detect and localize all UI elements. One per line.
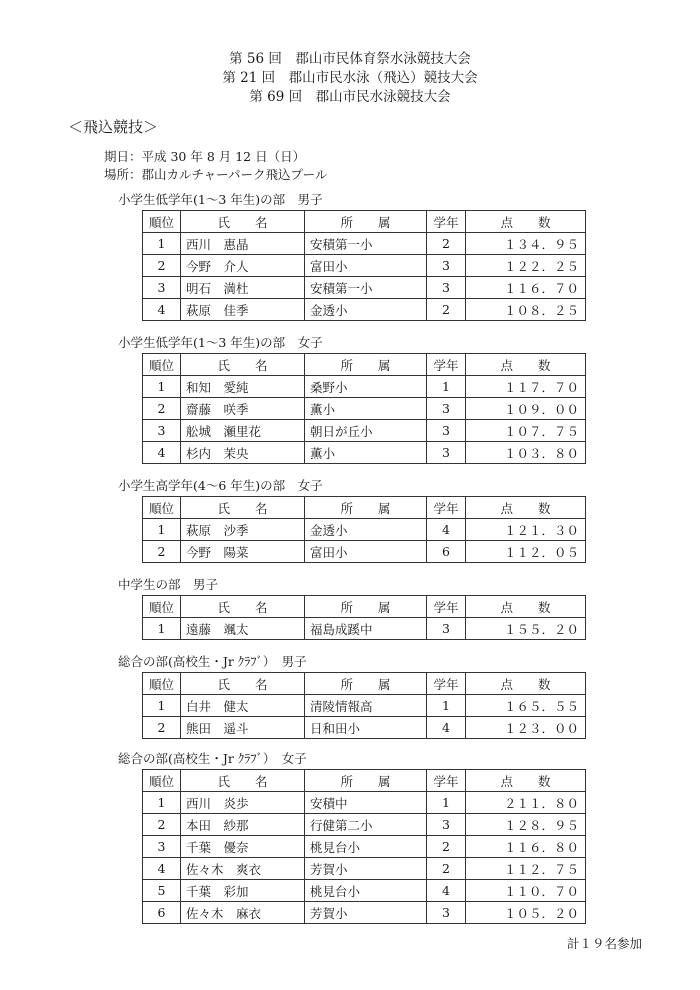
cell-score: １２３．００ — [466, 717, 586, 739]
cell-rank: 2 — [143, 814, 181, 836]
header-affiliation: 所 属 — [305, 211, 427, 233]
event-meta — [104, 148, 327, 184]
section-title: 総合の部(高校生・Jr ｸﾗﾌﾞ） 女子 — [118, 751, 307, 766]
table-row — [143, 717, 586, 739]
section-title: 小学生高学年(4～6 年生)の部 女子 — [118, 478, 323, 493]
cell-name: 白井 健太 — [181, 695, 305, 717]
cell-score: １０５．２０ — [466, 902, 586, 924]
cell-rank: 3 — [143, 836, 181, 858]
table-row — [143, 398, 586, 420]
event-heading: ＜飛込競技＞ — [68, 118, 159, 136]
header-grade: 学年 — [427, 354, 466, 376]
cell-affiliation: 芳賀小 — [305, 902, 427, 924]
results-table — [142, 353, 586, 464]
cell-name: 杉内 茉央 — [181, 442, 305, 464]
table-header-row — [143, 497, 586, 519]
cell-grade: 1 — [427, 792, 466, 814]
cell-affiliation: 行健第二小 — [305, 814, 427, 836]
cell-score: １０８．２５ — [466, 299, 586, 321]
cell-name: 遠藤 颯太 — [181, 618, 305, 640]
header-score: 点 数 — [466, 673, 586, 695]
header-score: 点 数 — [466, 596, 586, 618]
cell-rank: 2 — [143, 255, 181, 277]
cell-rank: 4 — [143, 442, 181, 464]
header-grade: 学年 — [427, 497, 466, 519]
header-name: 氏 名 — [181, 354, 305, 376]
cell-grade: 2 — [427, 233, 466, 255]
cell-score: １０７．７５ — [466, 420, 586, 442]
table-row — [143, 880, 586, 902]
header-rank: 順位 — [143, 770, 181, 792]
table-row — [143, 541, 586, 563]
cell-grade: 1 — [427, 376, 466, 398]
cell-name: 今野 介人 — [181, 255, 305, 277]
results-section — [118, 749, 579, 921]
cell-affiliation: 薫小 — [305, 398, 427, 420]
cell-name: 和知 愛純 — [181, 376, 305, 398]
table-row — [143, 792, 586, 814]
table-header-row — [143, 211, 586, 233]
cell-name: 西川 惠晶 — [181, 233, 305, 255]
header-name: 氏 名 — [181, 596, 305, 618]
cell-name: 熊田 遥斗 — [181, 717, 305, 739]
title-line-1: 第 56 回 郡山市民体育祭水泳競技大会 — [229, 51, 471, 67]
cell-score: １２１．３０ — [466, 519, 586, 541]
table-row — [143, 255, 586, 277]
title-line-3: 第 69 回 郡山市民水泳競技大会 — [249, 89, 451, 105]
cell-grade: 3 — [427, 618, 466, 640]
cell-affiliation: 芳賀小 — [305, 858, 427, 880]
cell-affiliation: 朝日が丘小 — [305, 420, 427, 442]
cell-rank: 2 — [143, 717, 181, 739]
cell-name: 明石 満杜 — [181, 277, 305, 299]
cell-affiliation: 金透小 — [305, 519, 427, 541]
cell-score: １３４．９５ — [466, 233, 586, 255]
table-row — [143, 277, 586, 299]
cell-affiliation: 日和田小 — [305, 717, 427, 739]
cell-rank: 1 — [143, 233, 181, 255]
header-rank: 順位 — [143, 596, 181, 618]
cell-name: 西川 炎歩 — [181, 792, 305, 814]
cell-grade: 1 — [427, 695, 466, 717]
cell-grade: 2 — [427, 299, 466, 321]
results-section — [118, 575, 579, 637]
cell-name: 萩原 佳季 — [181, 299, 305, 321]
cell-rank: 6 — [143, 902, 181, 924]
cell-grade: 2 — [427, 858, 466, 880]
section-title: 総合の部(高校生・Jr ｸﾗﾌﾞ） 男子 — [118, 654, 307, 669]
cell-affiliation: 桃見台小 — [305, 836, 427, 858]
results-section — [118, 190, 579, 318]
event-date: 期日：平成 30 年 8 月 12 日（日） — [104, 149, 306, 164]
cell-rank: 3 — [143, 277, 181, 299]
cell-affiliation: 安積第一小 — [305, 277, 427, 299]
cell-score: １０３．８０ — [466, 442, 586, 464]
results-table — [142, 769, 586, 924]
cell-grade: 3 — [427, 255, 466, 277]
cell-rank: 1 — [143, 618, 181, 640]
header-score: 点 数 — [466, 497, 586, 519]
cell-rank: 1 — [143, 792, 181, 814]
cell-grade: 6 — [427, 541, 466, 563]
header-grade: 学年 — [427, 673, 466, 695]
results-table — [142, 595, 586, 640]
header-affiliation: 所 属 — [305, 596, 427, 618]
cell-score: １１２．０５ — [466, 541, 586, 563]
section-title: 中学生の部 男子 — [118, 577, 219, 592]
header-affiliation: 所 属 — [305, 354, 427, 376]
header-grade: 学年 — [427, 596, 466, 618]
cell-affiliation: 福島成蹊中 — [305, 618, 427, 640]
cell-score: ２１１．８０ — [466, 792, 586, 814]
header-grade: 学年 — [427, 770, 466, 792]
header-score: 点 数 — [466, 770, 586, 792]
table-row — [143, 420, 586, 442]
cell-affiliation: 清陵情報高 — [305, 695, 427, 717]
cell-rank: 1 — [143, 519, 181, 541]
table-header-row — [143, 354, 586, 376]
cell-name: 千葉 優奈 — [181, 836, 305, 858]
cell-rank: 2 — [143, 541, 181, 563]
cell-score: １１６．７０ — [466, 277, 586, 299]
results-section — [118, 333, 579, 461]
results-table — [142, 496, 586, 563]
document-titles — [0, 50, 700, 107]
cell-grade: 3 — [427, 902, 466, 924]
cell-rank: 5 — [143, 880, 181, 902]
table-row — [143, 902, 586, 924]
table-row — [143, 376, 586, 398]
header-score: 点 数 — [466, 211, 586, 233]
cell-name: 萩原 沙季 — [181, 519, 305, 541]
cell-score: １６５．５５ — [466, 695, 586, 717]
header-affiliation: 所 属 — [305, 770, 427, 792]
table-header-row — [143, 673, 586, 695]
event-place: 場所：郡山カルチャーパーク飛込プール — [104, 167, 328, 182]
cell-affiliation: 金透小 — [305, 299, 427, 321]
cell-grade: 3 — [427, 442, 466, 464]
cell-name: 本田 紗那 — [181, 814, 305, 836]
section-title: 小学生低学年(1～3 年生)の部 男子 — [118, 192, 323, 207]
cell-affiliation: 富田小 — [305, 255, 427, 277]
cell-rank: 3 — [143, 420, 181, 442]
header-rank: 順位 — [143, 673, 181, 695]
cell-rank: 1 — [143, 695, 181, 717]
participant-total: 計１９名参加 — [566, 936, 642, 951]
cell-rank: 2 — [143, 398, 181, 420]
cell-affiliation: 安積第一小 — [305, 233, 427, 255]
results-table — [142, 210, 586, 321]
cell-affiliation: 桃見台小 — [305, 880, 427, 902]
cell-grade: 2 — [427, 836, 466, 858]
cell-score: １０９．００ — [466, 398, 586, 420]
cell-name: 佐々木 麻衣 — [181, 902, 305, 924]
header-affiliation: 所 属 — [305, 673, 427, 695]
cell-grade: 3 — [427, 398, 466, 420]
table-row — [143, 519, 586, 541]
cell-name: 今野 陽菜 — [181, 541, 305, 563]
cell-rank: 4 — [143, 858, 181, 880]
header-score: 点 数 — [466, 354, 586, 376]
cell-affiliation: 桑野小 — [305, 376, 427, 398]
section-title: 小学生低学年(1～3 年生)の部 女子 — [118, 335, 323, 350]
cell-grade: 4 — [427, 717, 466, 739]
table-header-row — [143, 770, 586, 792]
table-row — [143, 618, 586, 640]
results-section — [118, 652, 579, 736]
header-rank: 順位 — [143, 211, 181, 233]
header-name: 氏 名 — [181, 770, 305, 792]
cell-name: 齋藤 咲季 — [181, 398, 305, 420]
header-name: 氏 名 — [181, 497, 305, 519]
cell-score: １１６．８０ — [466, 836, 586, 858]
header-name: 氏 名 — [181, 211, 305, 233]
header-affiliation: 所 属 — [305, 497, 427, 519]
cell-rank: 1 — [143, 376, 181, 398]
header-rank: 順位 — [143, 497, 181, 519]
table-row — [143, 233, 586, 255]
results-table — [142, 672, 586, 739]
cell-grade: 3 — [427, 277, 466, 299]
table-row — [143, 695, 586, 717]
cell-grade: 4 — [427, 880, 466, 902]
table-row — [143, 836, 586, 858]
header-rank: 順位 — [143, 354, 181, 376]
cell-grade: 3 — [427, 420, 466, 442]
results-section — [118, 476, 579, 560]
cell-score: １１７．７０ — [466, 376, 586, 398]
cell-affiliation: 安積中 — [305, 792, 427, 814]
table-row — [143, 442, 586, 464]
table-row — [143, 299, 586, 321]
cell-score: １１０．７０ — [466, 880, 586, 902]
cell-score: １１２．７５ — [466, 858, 586, 880]
cell-score: １２２．２５ — [466, 255, 586, 277]
table-row — [143, 814, 586, 836]
cell-grade: 3 — [427, 814, 466, 836]
cell-name: 舩城 瀬里花 — [181, 420, 305, 442]
cell-affiliation: 富田小 — [305, 541, 427, 563]
header-name: 氏 名 — [181, 673, 305, 695]
table-row — [143, 858, 586, 880]
cell-rank: 4 — [143, 299, 181, 321]
header-grade: 学年 — [427, 211, 466, 233]
cell-name: 佐々木 爽衣 — [181, 858, 305, 880]
table-header-row — [143, 596, 586, 618]
cell-affiliation: 薫小 — [305, 442, 427, 464]
cell-score: １５５．２０ — [466, 618, 586, 640]
cell-score: １２８．９５ — [466, 814, 586, 836]
cell-name: 千葉 彩加 — [181, 880, 305, 902]
cell-grade: 4 — [427, 519, 466, 541]
title-line-2: 第 21 回 郡山市民水泳（飛込）競技大会 — [222, 70, 478, 86]
